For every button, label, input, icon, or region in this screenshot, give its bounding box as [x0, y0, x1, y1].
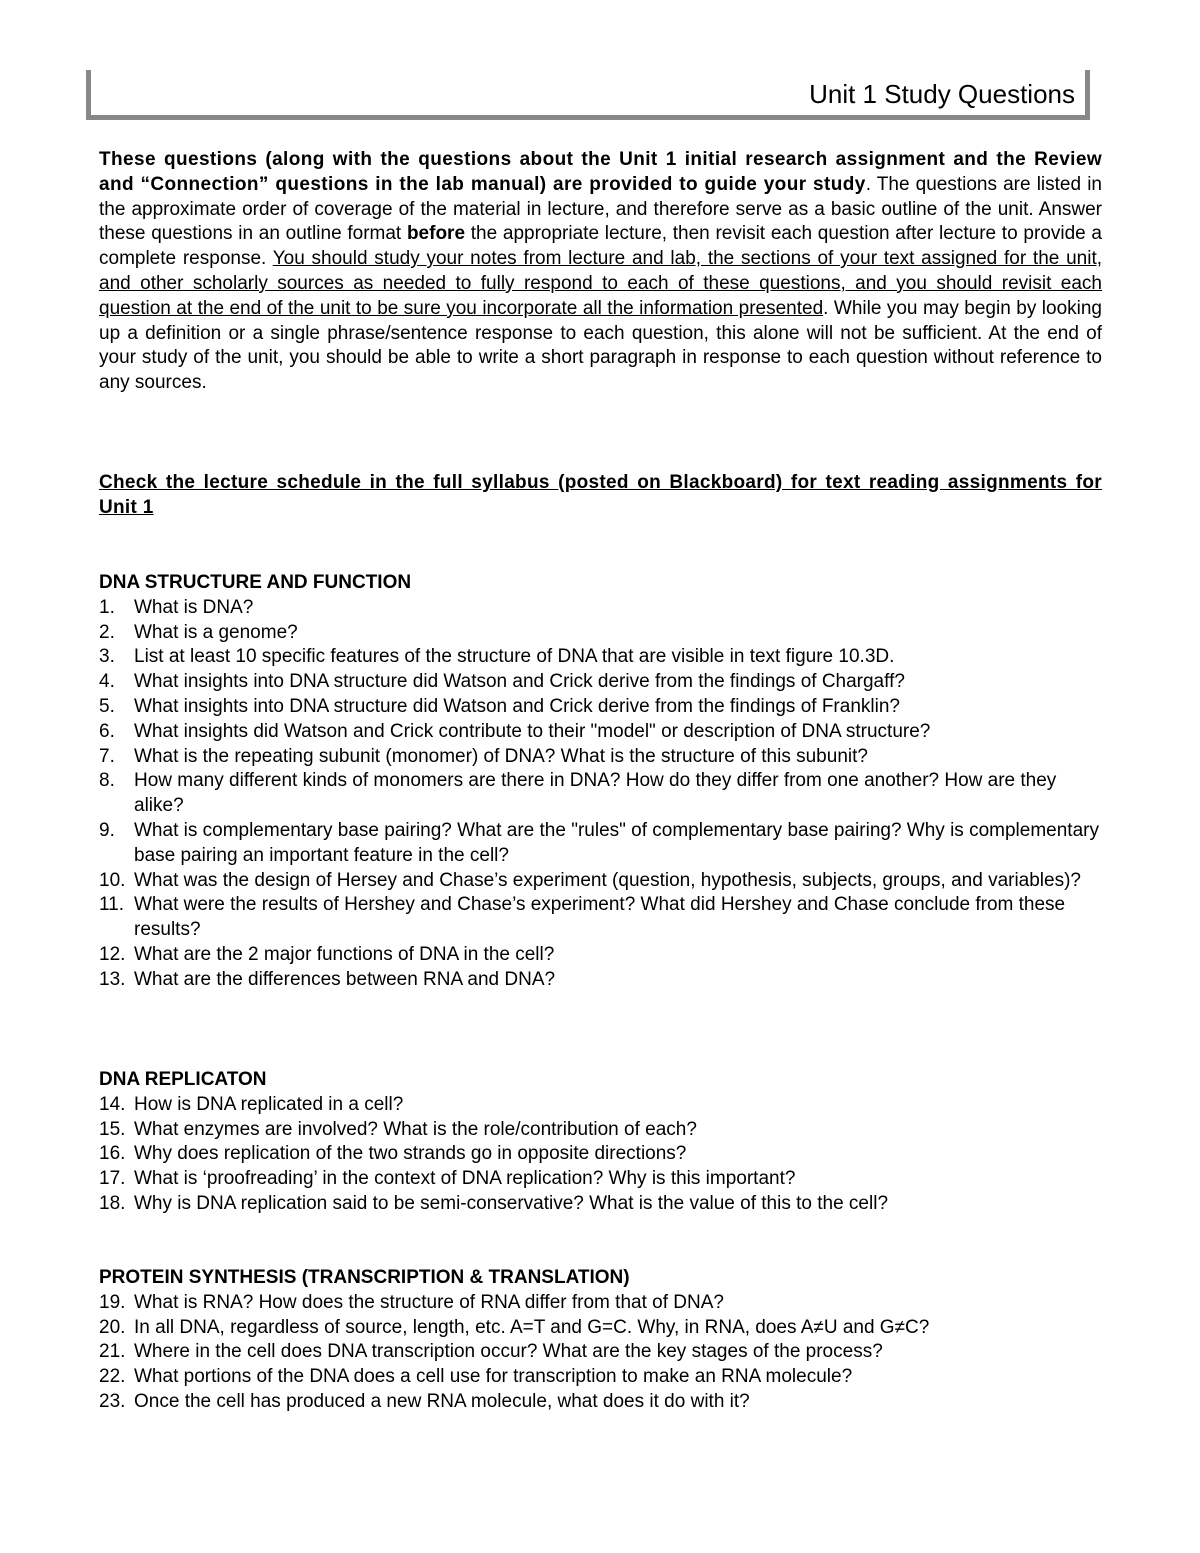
section-dna-replication	[99, 1068, 1109, 1217]
question-text: How many different kinds of monomers are there in DNA? How do they differ from one another? How are they alike?	[134, 770, 1057, 817]
question-number: 13.	[99, 968, 126, 990]
question-item	[99, 869, 1109, 894]
intro-paragraph	[99, 148, 1102, 396]
intro-bold-text: These questions (along with the questions about the Unit 1 initial research assignment and the Review and “Connection” questions in the lab manual) are provided to guide your study	[99, 149, 1102, 195]
question-item	[99, 1167, 1109, 1192]
question-text: What are the 2 major functions of DNA in the cell?	[134, 943, 555, 965]
question-number: 5.	[99, 695, 115, 717]
question-number: 12.	[99, 943, 126, 965]
question-number: 18.	[99, 1192, 126, 1214]
question-item	[99, 745, 1109, 770]
intro-underlined-text: You should study your notes from lecture and lab, the sections of your text assigned for the unit, and other scholarly sources as needed to fully respond to each of these questions, and you should revisit each question at the end of the unit to be sure you incorporate all the information presented	[99, 248, 1103, 319]
question-item	[99, 670, 1109, 695]
reading-assignment-note: Check the lecture schedule in the full syllabus (posted on Blackboard) for text reading assignments for Unit 1	[99, 472, 1102, 518]
question-item	[99, 645, 1109, 670]
question-item	[99, 968, 1109, 993]
question-text: Why does replication of the two strands go in opposite directions?	[134, 1143, 687, 1165]
section-title: PROTEIN SYNTHESIS (TRANSCRIPTION & TRANSLATION)	[99, 1267, 630, 1288]
question-item	[99, 1118, 1109, 1143]
title-box	[86, 70, 1090, 120]
question-text: What are the differences between RNA and DNA?	[134, 968, 556, 990]
question-item	[99, 720, 1109, 745]
question-number: 22.	[99, 1366, 126, 1388]
question-item	[99, 596, 1109, 621]
section-title: DNA STRUCTURE AND FUNCTION	[99, 572, 412, 593]
question-item	[99, 1291, 1109, 1316]
question-text: In all DNA, regardless of source, length, etc. A=T and G=C. Why, in RNA, does A≠U and G≠C?	[134, 1316, 930, 1338]
question-item	[99, 1340, 1109, 1365]
intro-before-text: before	[406, 223, 466, 245]
question-text: What is a genome?	[134, 621, 298, 643]
question-number: 14.	[99, 1093, 126, 1115]
question-item	[99, 769, 1109, 819]
question-number: 10.	[99, 869, 126, 891]
section-protein-synthesis	[99, 1266, 1109, 1415]
question-text: What was the design of Hersey and Chase’s experiment (question, hypothesis, subjects, groups, and variables)?	[134, 869, 1081, 891]
intro-text-2: the appropriate lecture, then revisit each question after lecture to provide a complete response.	[99, 223, 1102, 270]
question-item	[99, 1365, 1109, 1390]
question-text: What were the results of Hershey and Chase’s experiment? What did Hershey and Chase conclude from these results?	[134, 894, 1066, 941]
question-number: 11.	[99, 894, 125, 916]
question-list	[99, 1093, 1109, 1217]
question-text: Where in the cell does DNA transcription occur? What are the key stages of the process?	[134, 1341, 883, 1363]
section-title: DNA REPLICATON	[99, 1069, 267, 1090]
question-number: 6.	[99, 720, 115, 742]
question-item	[99, 893, 1109, 943]
question-item	[99, 819, 1109, 869]
question-text: What is complementary base pairing? What are the "rules" of complementary base pairing? Why is complementary base pairing an important feature in the cell?	[134, 819, 1099, 866]
question-item	[99, 1142, 1109, 1167]
question-text: List at least 10 specific features of the structure of DNA that are visible in text figure 10.3D.	[134, 646, 895, 668]
question-text: What insights into DNA structure did Watson and Crick derive from the findings of Franklin?	[134, 695, 900, 717]
question-text: What portions of the DNA does a cell use for transcription to make an RNA molecule?	[134, 1366, 853, 1388]
question-text: What enzymes are involved? What is the role/contribution of each?	[134, 1118, 697, 1140]
question-list	[99, 596, 1109, 993]
question-number: 17.	[99, 1168, 126, 1190]
question-number: 8.	[99, 770, 115, 792]
question-text: How is DNA replicated in a cell?	[134, 1093, 404, 1115]
question-number: 19.	[99, 1291, 126, 1313]
intro-text-3: . While you may begin by looking up a definition or a single phrase/sentence response to each question, this alone will not be sufficient. At the end of your study of the unit, you should be able to write a short paragraph in response to each question without reference to any sources.	[99, 297, 1102, 394]
question-item	[99, 1316, 1109, 1341]
question-number: 2.	[99, 621, 115, 643]
intro-text-1: . The questions are listed in the approximate order of coverage of the material in lecture, and therefore serve as a basic outline of the unit. Answer these questions in an outline format	[99, 173, 1102, 245]
question-item	[99, 1093, 1109, 1118]
question-text: Why is DNA replication said to be semi-conservative? What is the value of this to the cell?	[134, 1192, 889, 1214]
question-item	[99, 621, 1109, 646]
question-number: 20.	[99, 1316, 126, 1338]
question-item	[99, 695, 1109, 720]
section-dna-structure	[99, 571, 1109, 993]
question-number: 16.	[99, 1143, 126, 1165]
question-number: 9.	[99, 819, 115, 841]
question-number: 15.	[99, 1118, 126, 1140]
question-list	[99, 1291, 1109, 1415]
question-text: Once the cell has produced a new RNA molecule, what does it do with it?	[134, 1390, 750, 1412]
question-number: 4.	[99, 671, 115, 693]
question-number: 1.	[99, 596, 115, 618]
question-number: 3.	[99, 646, 115, 668]
question-text: What is DNA?	[134, 596, 254, 618]
question-text: What is the repeating subunit (monomer) of DNA? What is the structure of this subunit?	[134, 745, 868, 767]
question-number: 23.	[99, 1390, 126, 1412]
question-text: What insights did Watson and Crick contribute to their "model" or description of DNA structure?	[134, 720, 931, 742]
question-item	[99, 1192, 1109, 1217]
question-text: What is ‘proofreading’ in the context of DNA replication? Why is this important?	[134, 1168, 796, 1190]
page-title: Unit 1 Study Questions	[809, 79, 1075, 109]
question-item	[99, 1390, 1109, 1415]
question-text: What is RNA? How does the structure of RNA differ from that of DNA?	[134, 1291, 724, 1313]
question-text: What insights into DNA structure did Watson and Crick derive from the findings of Chargaff?	[134, 671, 905, 693]
question-item	[99, 943, 1109, 968]
question-number: 7.	[99, 745, 115, 767]
question-number: 21.	[99, 1341, 126, 1363]
